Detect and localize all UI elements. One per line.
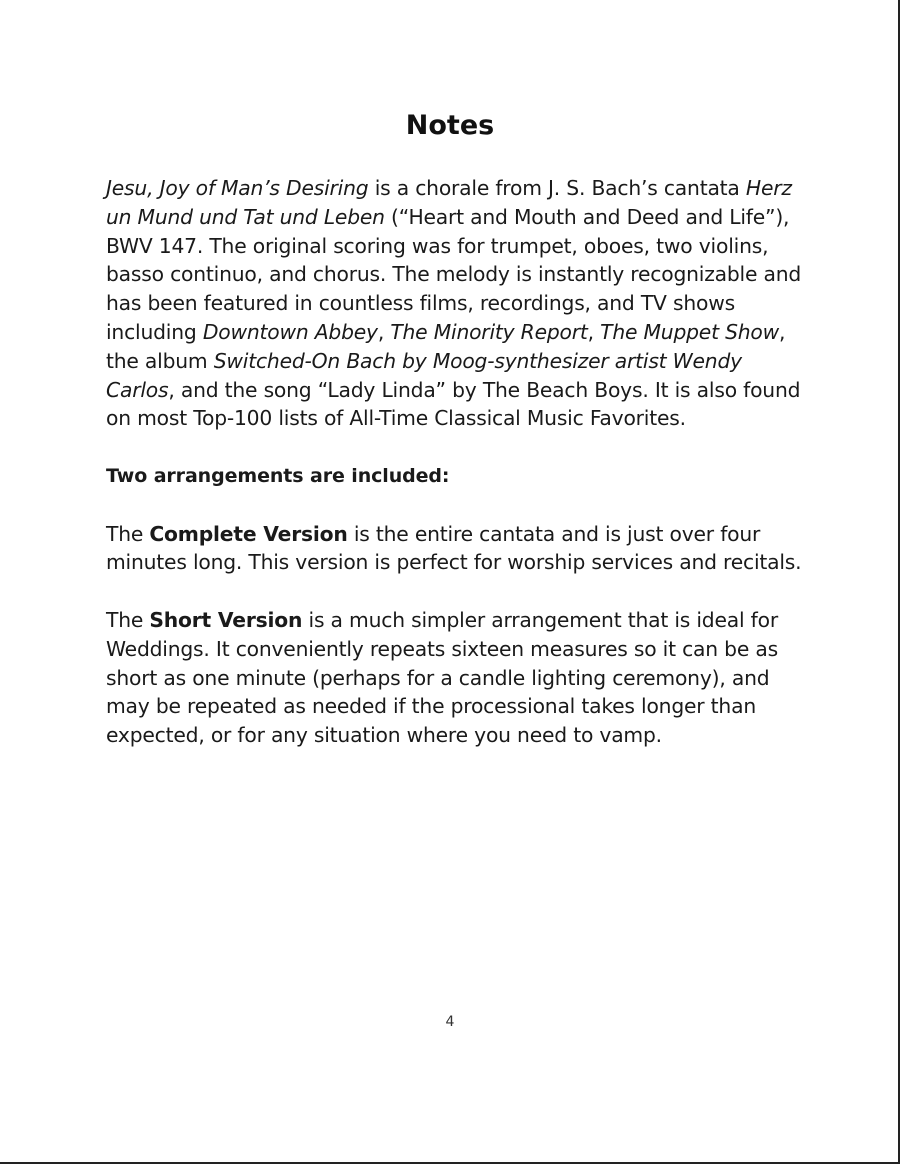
intro-text-4: , and the song “Lady Linda” by The Beach Boys. It is also found on most Top-100 lists of All-Time Classical Music Favorites. bbox=[106, 377, 801, 431]
cantata-title: Herz un Mund und Tat und Leben bbox=[106, 176, 792, 229]
page-number: 4 bbox=[445, 1014, 455, 1030]
short-version-paragraph bbox=[106, 606, 806, 750]
intro-separator-1: , bbox=[377, 319, 391, 344]
intro-text-2: (“Heart and Mouth and Deed and Life”), BWV 147. The original scoring was for trumpet, oboes, two violins, basso continuo, and chorus. The melody is instantly recognizable and has been featured in countless films, recordings, and TV shows including bbox=[106, 204, 802, 344]
media-title-1: Downtown Abbey bbox=[202, 319, 378, 344]
intro-paragraph bbox=[106, 174, 806, 433]
short-version-name: Short Version bbox=[149, 607, 303, 632]
complete-version-name: Complete Version bbox=[149, 521, 348, 546]
paragraph-spacer bbox=[106, 491, 806, 520]
media-title-3: The Muppet Show bbox=[600, 319, 779, 344]
short-prefix: The bbox=[106, 607, 150, 632]
intro-text-3: , the album bbox=[106, 319, 786, 373]
intro-separator-2: , bbox=[587, 319, 601, 344]
work-title: Jesu, Joy of Man’s Desiring bbox=[106, 176, 369, 200]
arrangements-heading: Two arrangements are included: bbox=[106, 464, 450, 487]
complete-prefix: The bbox=[106, 521, 150, 546]
complete-version-text: is the entire cantata and is just over four minutes long. This version is perfect for worship services and recitals. bbox=[106, 521, 802, 575]
paragraph-spacer bbox=[106, 433, 806, 462]
complete-version-paragraph bbox=[106, 520, 806, 578]
notes-body bbox=[106, 174, 806, 750]
intro-text-1: is a chorale from J. S. Bach’s cantata bbox=[368, 176, 746, 200]
page-title: Notes bbox=[405, 110, 495, 141]
paragraph-spacer bbox=[106, 577, 806, 606]
short-version-text: is a much simpler arrangement that is ideal for Weddings. It conveniently repeats sixteen measures so it can be as short as one minute (perhaps for a candle lighting ceremony), and may be repeated as needed if the processional takes longer than expected, or for any situation where you need to vamp. bbox=[106, 607, 778, 748]
media-title-4: Switched-On Bach by Moog-synthesizer artist Wendy Carlos bbox=[106, 348, 742, 402]
media-title-2: The Minority Report bbox=[390, 319, 588, 344]
